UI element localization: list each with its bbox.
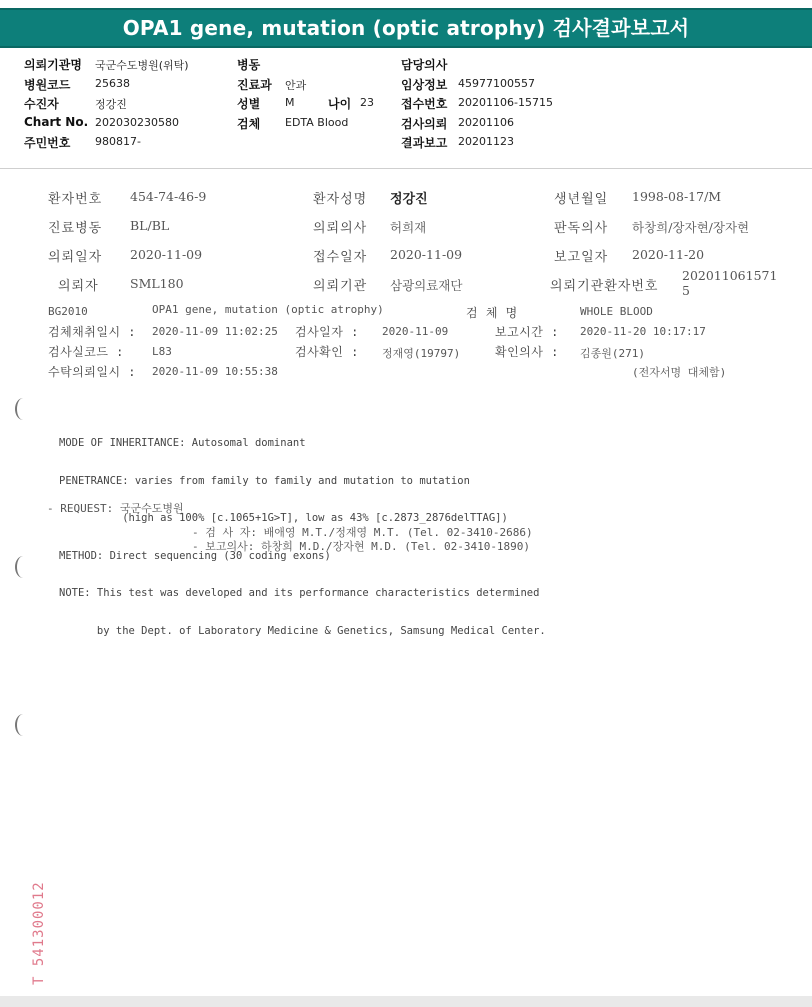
- report-time-label: 보고시간 :: [495, 325, 559, 339]
- dept-value: 안과: [285, 79, 307, 92]
- recipient-value: 정강진: [95, 98, 127, 111]
- req-date-value: 2020-11-09: [130, 247, 203, 262]
- specimen-label: 검체: [237, 117, 261, 131]
- ward-label: 병동: [237, 58, 261, 72]
- dept-label: 진료과: [237, 78, 272, 92]
- clinical-label: 임상정보: [401, 78, 448, 92]
- accession-value: 20201106-15715: [458, 96, 553, 109]
- hospital-value: 국군수도병원(위탁): [95, 59, 189, 72]
- requester-label: 의뢰자: [58, 279, 99, 294]
- report-title-bar: [0, 8, 812, 48]
- chart-value: 202030230580: [95, 116, 179, 129]
- dob-label: 생년월일: [554, 192, 609, 207]
- report-title: OPA1 gene, mutation (optic atrophy) 검사결과보고서: [122, 16, 690, 40]
- req-doctor-value: 허희재: [390, 220, 427, 235]
- specimen-name-value: WHOLE BLOOD: [580, 305, 653, 318]
- specimen-value: EDTA Blood: [285, 116, 349, 129]
- collect-value: 2020-11-09 11:02:25: [152, 325, 278, 338]
- report-value: 20201123: [458, 135, 514, 148]
- patient-no-label: 환자번호: [48, 192, 103, 207]
- org-patient-label: 의뢰기관환자번호: [550, 279, 659, 294]
- org-patient-value-1: 202011061571: [682, 268, 778, 283]
- scanned-report: [0, 170, 812, 996]
- confirm-doctor-label: 확인의사 :: [495, 345, 559, 359]
- patient-no-value: 454-74-46-9: [130, 189, 207, 204]
- specimen-name-label: 검 체 명: [466, 306, 518, 320]
- serial-number: T 541300012: [31, 881, 47, 985]
- sex-label: 성별: [237, 97, 261, 111]
- test-date-label: 검사일자 :: [295, 325, 359, 339]
- req-org-value: 삼광의료재단: [390, 278, 463, 293]
- rep-date-value: 2020-11-20: [632, 247, 705, 262]
- reader-label: 판독의사: [554, 221, 609, 236]
- rrn-label: 주민번호: [24, 136, 71, 150]
- consign-label: 수탁의뢰일시 :: [48, 365, 137, 379]
- lab-code-label: 검사실코드 :: [48, 345, 124, 359]
- document-serial-stamp: [13, 865, 73, 985]
- confirm-doctor-value: 김종원(271): [580, 347, 645, 360]
- age-label: 나이: [328, 97, 352, 111]
- bottom-scroll-edge: [0, 996, 812, 1007]
- result-line: by the Dept. of Laboratory Medicine & Genetics, Samsung Medical Center.: [59, 624, 546, 637]
- result-line: MODE OF INHERITANCE: Autosomal dominant: [59, 437, 306, 449]
- patient-name-label: 환자성명: [313, 192, 368, 207]
- age-value: 23: [360, 96, 374, 109]
- binder-ring: [15, 556, 31, 578]
- accession-label: 접수번호: [401, 97, 448, 111]
- esign-note: (전자서명 대체함): [632, 366, 727, 379]
- rep-date-label: 보고일자: [554, 250, 609, 265]
- hospital-label: 의뢰기관명: [24, 58, 82, 72]
- doctor-label: 담당의사: [401, 58, 448, 72]
- requester-value: SML180: [130, 276, 184, 291]
- care-ward-label: 진료병동: [48, 221, 103, 236]
- reader-value: 하창희/장자현/장자현: [632, 220, 750, 235]
- request-label: 검사의뢰: [401, 117, 448, 131]
- order-header: [0, 50, 812, 169]
- code-label: 병원코드: [24, 78, 71, 92]
- report-time-value: 2020-11-20 10:17:17: [580, 325, 706, 338]
- test-code: BG2010: [48, 305, 88, 318]
- collect-label: 검체채취일시 :: [48, 325, 137, 339]
- recv-date-label: 접수일자: [313, 250, 368, 265]
- code-value: 25638: [95, 77, 130, 90]
- chart-label: Chart No.: [24, 115, 89, 129]
- report-label: 결과보고: [401, 136, 448, 150]
- patient-name-value: 정강진: [390, 192, 428, 207]
- binder-ring: [15, 398, 31, 420]
- sex-value: M: [285, 96, 295, 109]
- test-date-value: 2020-11-09: [382, 325, 449, 338]
- clinical-value: 45977100557: [458, 77, 535, 90]
- result-line: PENETRANCE: varies from family to family and mutation to mutation: [59, 474, 470, 487]
- recv-date-value: 2020-11-09: [390, 247, 463, 262]
- tester-line: - 검 사 자: 배애영 M.T./정재영 M.T. (Tel. 02-3410-2686): [192, 526, 533, 539]
- test-name: OPA1 gene, mutation (optic atrophy): [152, 303, 384, 316]
- care-ward-value: BL/BL: [130, 218, 170, 233]
- result-line: METHOD: Direct sequencing (30 coding exons): [59, 549, 331, 562]
- request-line: - REQUEST: 국군수도병원: [47, 502, 184, 515]
- result-line: (high as 100% [c.1065+1G>T], low as 43% [c.2873_2876delTTAG]): [59, 512, 508, 524]
- confirm-value: 정재영(19797): [382, 347, 461, 360]
- org-patient-value-2: 5: [682, 283, 690, 298]
- recipient-label: 수진자: [24, 97, 59, 111]
- request-value: 20201106: [458, 116, 514, 129]
- dob-value: 1998-08-17/M: [632, 189, 722, 204]
- consign-value: 2020-11-09 10:55:38: [152, 365, 278, 378]
- req-date-label: 의뢰일자: [48, 250, 103, 265]
- rrn-value: 980817-: [95, 135, 141, 148]
- reporter-line: - 보고의사: 하창희 M.D./장자현 M.D. (Tel. 02-3410-1890): [192, 540, 531, 553]
- binder-ring: [15, 714, 31, 736]
- req-doctor-label: 의뢰의사: [313, 221, 368, 236]
- result-line: NOTE: This test was developed and its performance characteristics determined: [59, 587, 540, 599]
- lab-code-value: L83: [152, 345, 172, 358]
- req-org-label: 의뢰기관: [313, 279, 368, 294]
- confirm-label: 검사확인 :: [295, 345, 359, 359]
